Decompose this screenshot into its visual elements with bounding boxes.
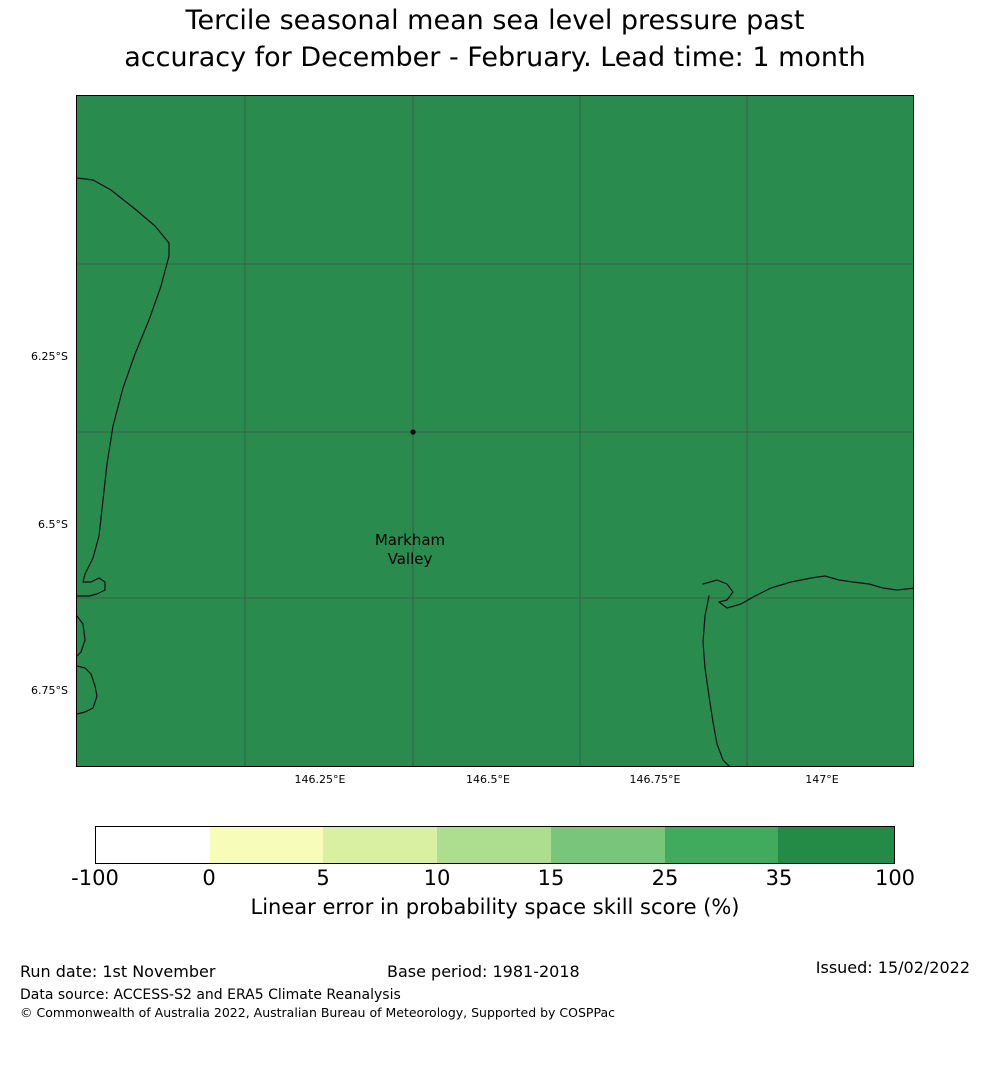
colorbar-segment-5 [665,827,779,863]
colorbar-tick-6: 35 [765,866,793,890]
footer-issued-date: Issued: 15/02/2022 [815,958,970,977]
colorbar-tick-7: 100 [874,866,916,890]
lat-tick-65s: 6.5°S [38,518,68,531]
colorbar [71,826,916,890]
lat-tick-625s: 6.25°S [31,350,68,363]
colorbar-segment-4 [551,827,665,863]
colorbar-gradient [95,826,895,864]
colorbar-tick-1: 0 [202,866,216,890]
lon-tick-14675e: 146.75°E [629,773,681,786]
lon-tick-147e: 147°E [805,773,839,786]
colorbar-title: Linear error in probability space skill score (%) [250,895,740,919]
footer-run-date: Run date: 1st November [20,962,216,981]
colorbar-segment-2 [323,827,437,863]
footer-copyright: © Commonwealth of Australia 2022, Australian Bureau of Meteorology, Supported by COSPPac [20,1005,615,1020]
footer-data-source: Data source: ACCESS-S2 and ERA5 Climate Reanalysis [20,987,401,1003]
city-label-line1: Markham [374,531,446,549]
colorbar-tick-5: 25 [651,866,679,890]
footer-base-period: Base period: 1981-2018 [387,962,580,981]
page-title-line2: accuracy for December - February. Lead time: 1 month [124,42,866,73]
colorbar-segment-1 [210,827,324,863]
page-title [0,0,990,76]
map-panel [31,95,914,786]
city-marker-dot [410,429,415,434]
colorbar-segment-3 [437,827,551,863]
map-vector-layer [77,96,914,767]
colorbar-segment-0 [96,827,210,863]
colorbar-tick-labels [71,866,916,892]
colorbar-tick-3: 10 [423,866,451,890]
colorbar-tick-4: 15 [537,866,565,890]
lat-tick-675s: 6.75°S [31,684,68,697]
city-label-line2: Valley [387,550,433,568]
colorbar-tick-0: -100 [71,866,119,890]
map-coastline [77,178,914,767]
page-title-line1: Tercile seasonal mean sea level pressure past [185,5,805,36]
map-plot-area [76,95,914,767]
city-label-markham-valley [330,531,490,569]
colorbar-segment-6 [778,827,894,863]
lon-tick-14625e: 146.25°E [294,773,346,786]
colorbar-tick-2: 5 [316,866,330,890]
map-gridlines [77,96,914,767]
lon-tick-1465e: 146.5°E [466,773,510,786]
